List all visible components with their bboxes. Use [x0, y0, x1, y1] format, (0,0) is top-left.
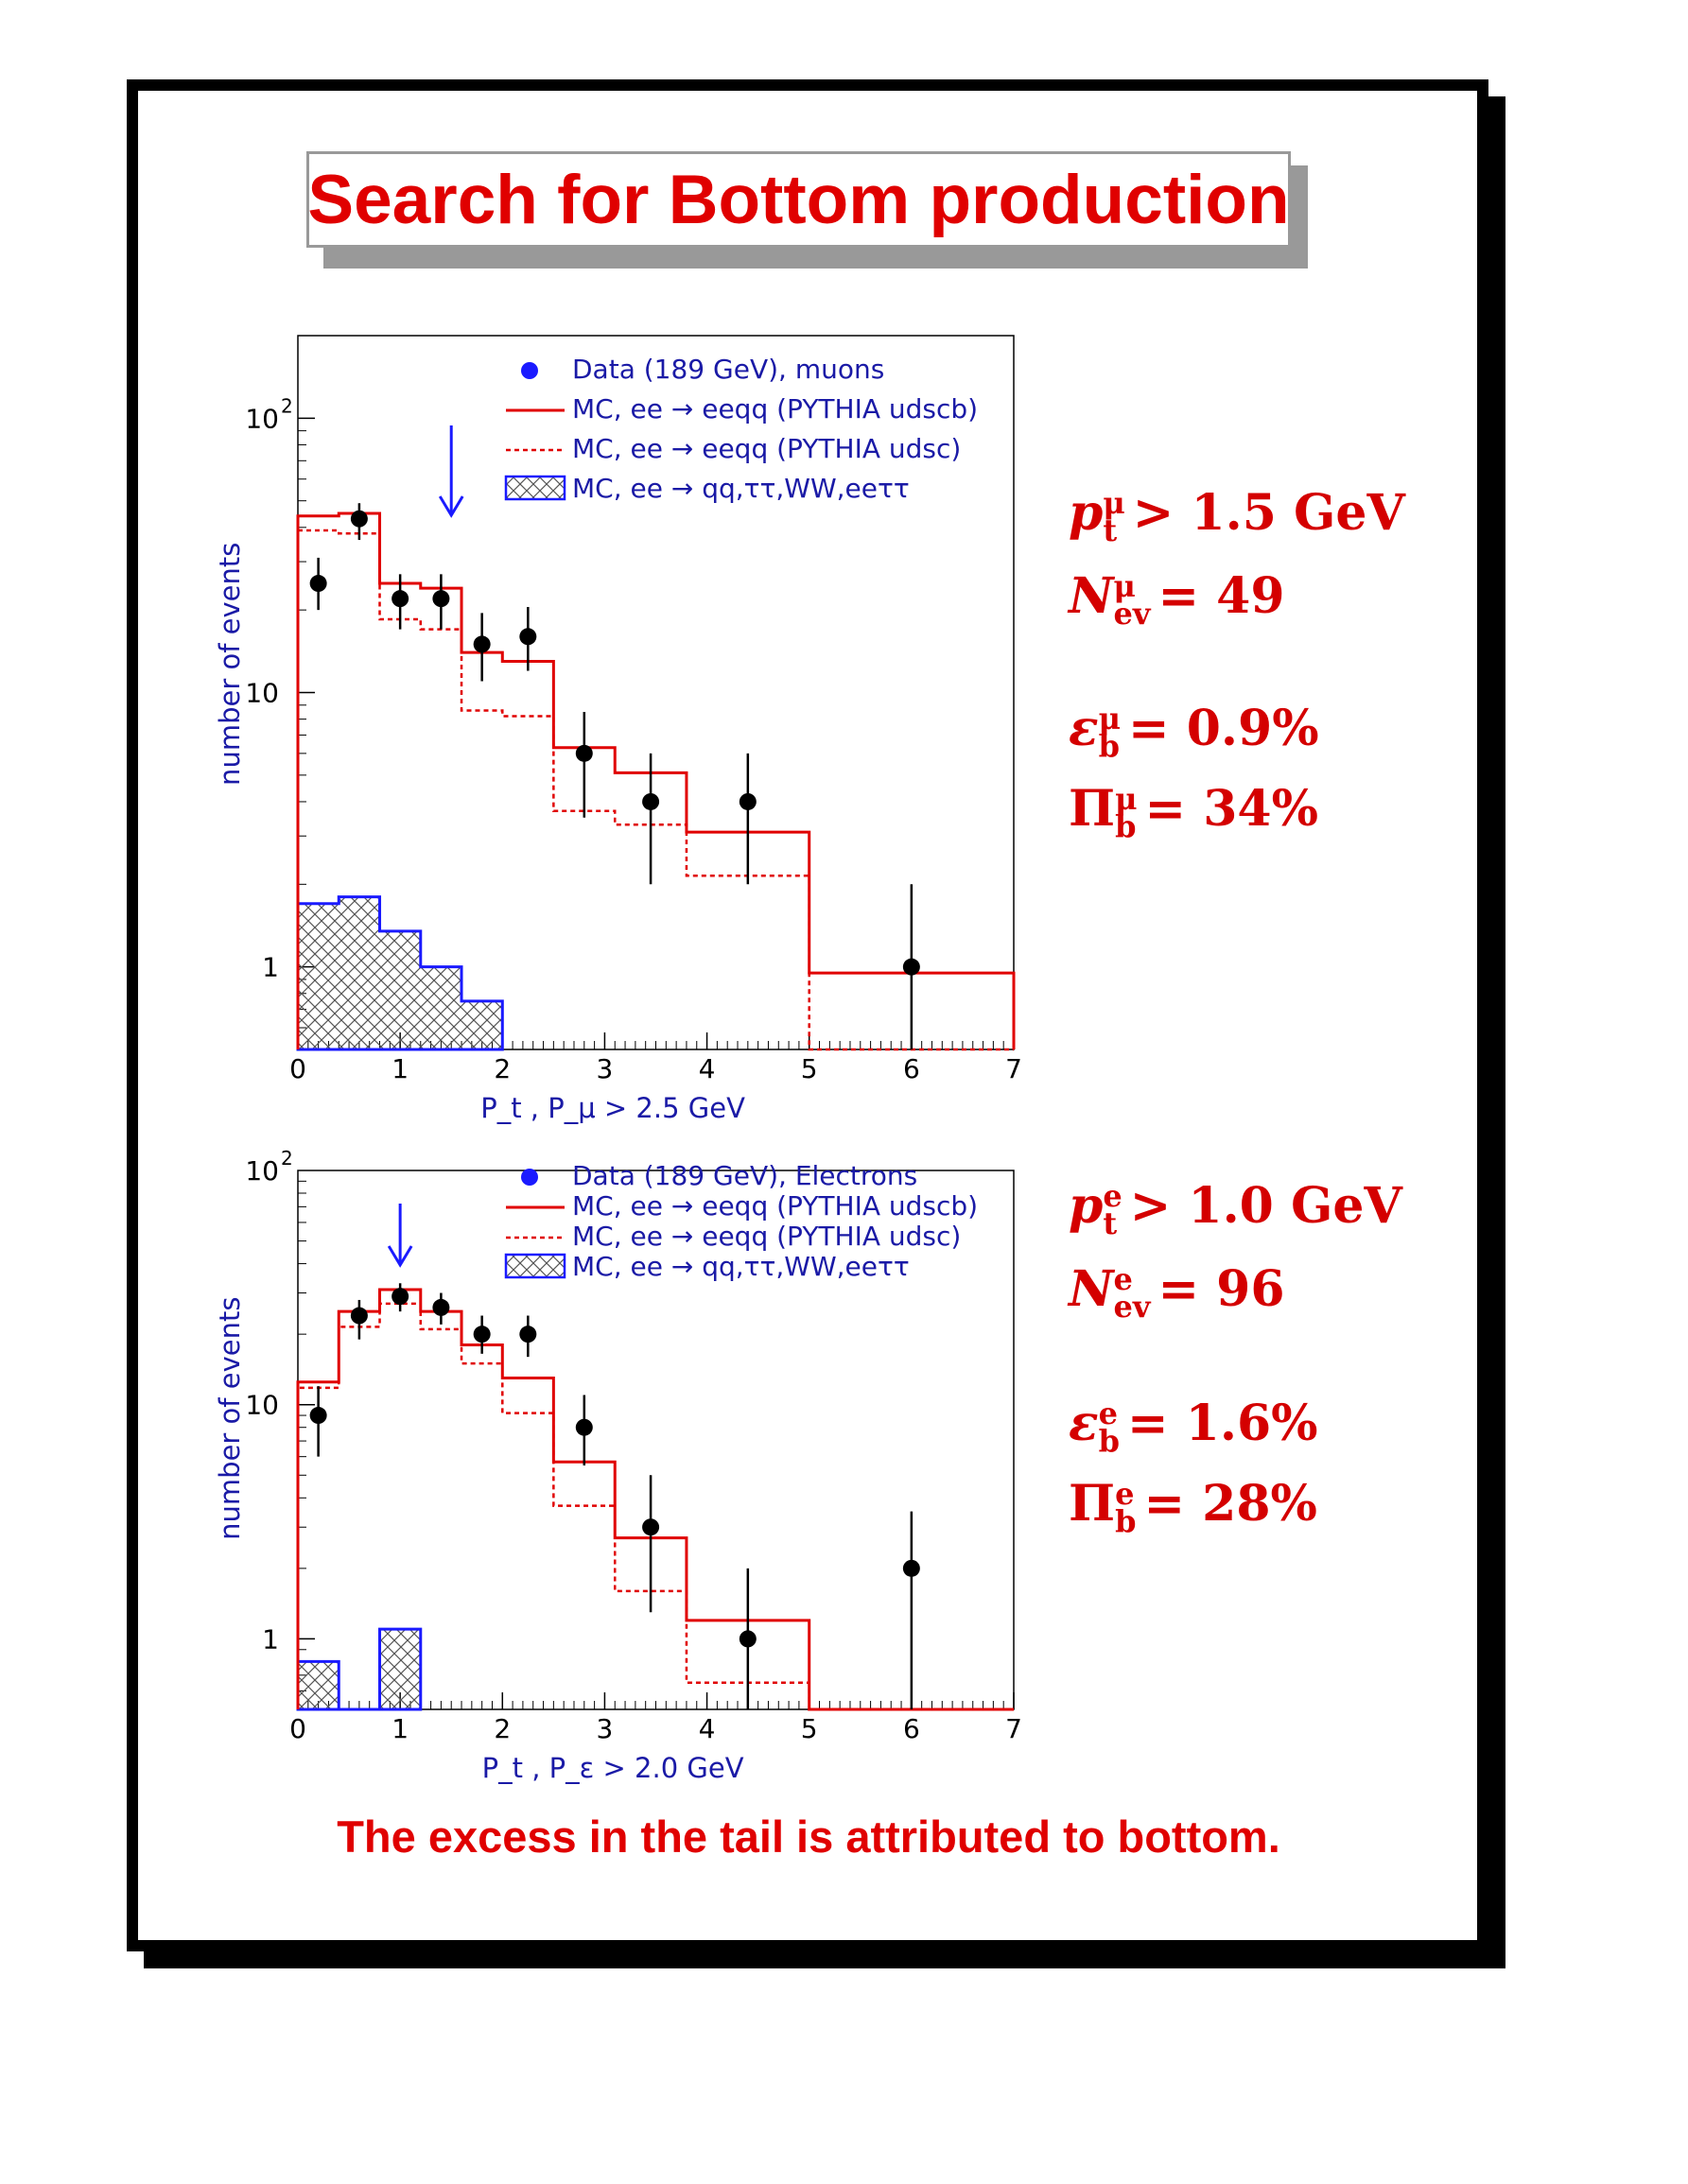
legend-data-marker — [521, 1169, 538, 1186]
y-tick-exponent: 2 — [281, 394, 293, 418]
data-point — [351, 1308, 368, 1325]
legend-background-marker — [506, 477, 565, 499]
mc-background-histogram — [298, 897, 502, 1049]
legend-background-marker — [506, 1255, 565, 1277]
title-box — [306, 151, 1291, 248]
x-tick-label: 6 — [902, 1053, 920, 1084]
electron-nev: N e ev = 96 — [1069, 1260, 1285, 1325]
page-title: Search for Bottom production — [307, 161, 1290, 238]
x-tick-label: 5 — [800, 1053, 818, 1084]
y-tick-label: 1 — [262, 1623, 279, 1655]
data-point — [642, 1518, 659, 1535]
x-tick-label: 4 — [698, 1713, 716, 1744]
x-tick-label: 7 — [1005, 1053, 1022, 1084]
data-point — [740, 1630, 757, 1647]
legend-udsc-label: MC, ee → eeqq (PYTHIA udsc) — [572, 1221, 962, 1252]
data-point — [474, 635, 491, 652]
y-tick-label: 10 — [245, 1389, 279, 1421]
legend-udsc-label: MC, ee → eeqq (PYTHIA udsc) — [572, 433, 962, 464]
x-tick-label: 2 — [494, 1713, 512, 1744]
y-tick-label: 10 — [245, 403, 279, 435]
x-tick-label: 2 — [494, 1053, 512, 1084]
x-tick-label: 4 — [698, 1053, 716, 1084]
x-tick-label: 0 — [289, 1713, 306, 1744]
x-tick-label: 1 — [392, 1713, 409, 1744]
data-point — [432, 590, 449, 607]
mc-background-histogram — [298, 1629, 421, 1709]
data-point — [642, 793, 659, 810]
y-tick-label: 10 — [245, 1155, 279, 1187]
x-tick-label: 1 — [392, 1053, 409, 1084]
data-point — [310, 575, 327, 592]
x-tick-label: 6 — [902, 1713, 920, 1744]
x-tick-label: 3 — [596, 1053, 614, 1084]
conclusion-text: The excess in the tail is attributed to bottom. — [337, 1811, 1280, 1862]
electron-chart — [189, 1144, 1040, 1787]
legend-background-label: MC, ee → qq,ττ,WW,eeττ — [572, 1251, 910, 1282]
y-axis-title: number of events — [214, 542, 246, 786]
muon-purity: Π μ b = 34% — [1069, 780, 1318, 844]
data-point — [432, 1299, 449, 1316]
y-tick-exponent: 2 — [281, 1147, 293, 1170]
x-axis-title: P_t , P_μ > 2.5 GeV — [480, 1092, 745, 1124]
data-point — [351, 511, 368, 528]
y-tick-label: 1 — [262, 951, 279, 983]
data-point — [576, 1419, 593, 1436]
data-point — [392, 590, 409, 607]
data-point — [310, 1407, 327, 1424]
electron-efficiency: ε e b = 1.6% — [1069, 1395, 1318, 1459]
data-point — [519, 1326, 536, 1343]
legend-data-label: Data (189 GeV), Electrons — [572, 1160, 918, 1191]
y-tick-label: 10 — [245, 677, 279, 709]
legend-data-marker — [521, 362, 538, 379]
x-tick-label: 0 — [289, 1053, 306, 1084]
legend-udscb-label: MC, ee → eeqq (PYTHIA udscb) — [572, 393, 979, 425]
x-axis-title: P_t , P_ε > 2.0 GeV — [481, 1752, 744, 1784]
electron-pt-cut: p e t > 1.0 GeV — [1069, 1177, 1402, 1241]
muon-pt-cut: p μ t > 1.5 GeV — [1069, 484, 1405, 548]
data-point — [903, 959, 920, 976]
data-point — [474, 1326, 491, 1343]
data-point — [576, 745, 593, 762]
muon-nev: N μ ev = 49 — [1069, 567, 1285, 632]
x-tick-label: 5 — [800, 1713, 818, 1744]
muon-efficiency: ε μ b = 0.9% — [1069, 700, 1319, 764]
legend-background-label: MC, ee → qq,ττ,WW,eeττ — [572, 473, 910, 504]
x-tick-label: 3 — [596, 1713, 614, 1744]
electron-purity: Π e b = 28% — [1069, 1475, 1317, 1539]
muon-chart — [189, 312, 1040, 1144]
x-tick-label: 7 — [1005, 1713, 1022, 1744]
y-axis-title: number of events — [214, 1296, 246, 1540]
data-point — [392, 1288, 409, 1305]
data-point — [740, 793, 757, 810]
legend-data-label: Data (189 GeV), muons — [572, 354, 885, 385]
data-point — [903, 1560, 920, 1577]
data-point — [519, 628, 536, 645]
legend-udscb-label: MC, ee → eeqq (PYTHIA udscb) — [572, 1190, 979, 1222]
